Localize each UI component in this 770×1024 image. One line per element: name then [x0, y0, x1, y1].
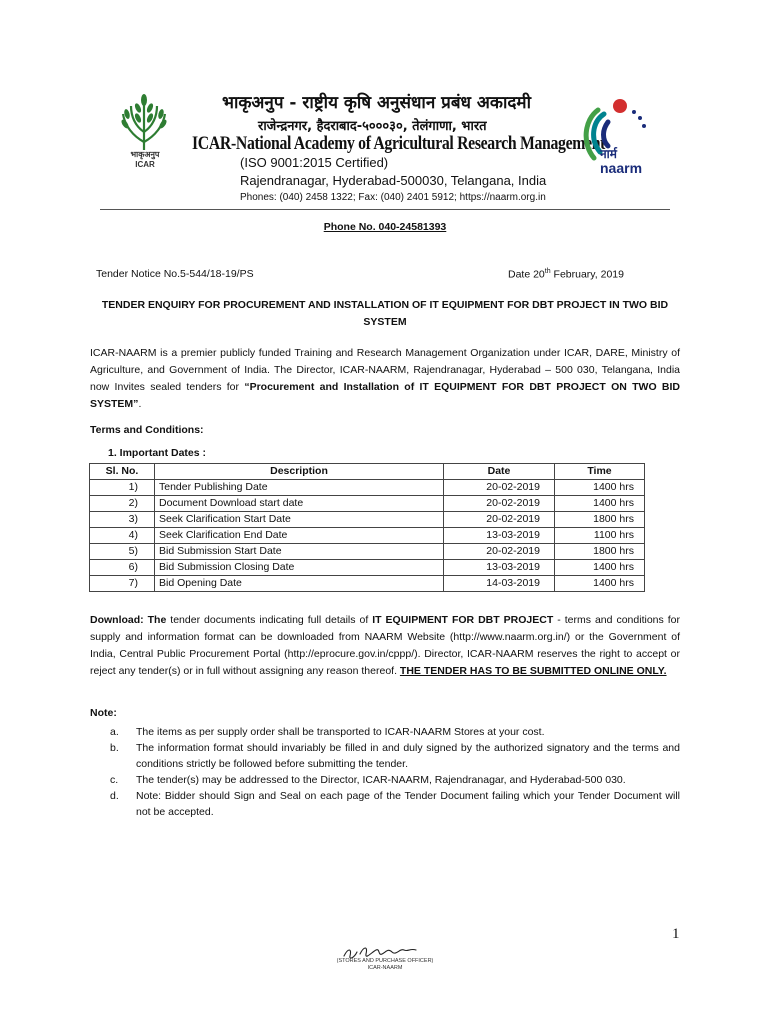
row-date: 20-02-2019 — [444, 496, 555, 512]
row-time: 1100 hrs — [555, 528, 645, 544]
row-description: Document Download start date — [155, 496, 444, 512]
date-superscript: th — [544, 268, 551, 275]
table-row — [90, 544, 645, 560]
column-header: Sl. No. — [90, 464, 155, 480]
column-header: Date — [444, 464, 555, 480]
column-header: Time — [555, 464, 645, 480]
terms-heading: Terms and Conditions: — [90, 424, 204, 436]
list-item-label: a. — [110, 726, 119, 738]
row-sl-no: 5) — [90, 544, 155, 560]
row-description: Bid Submission Start Date — [155, 544, 444, 560]
list-item-text: Note: Bidder should Sign and Seal on each page of the Tender Document failing which your Tender Document will not be accepted. — [136, 790, 680, 818]
row-date: 13-03-2019 — [444, 560, 555, 576]
download-text-2: - terms and conditions for supply and information format can be downloaded from NAARM Website (http://www.naarm.org.in/) or the Government of India, Central Public Procurement Portal (http://eprocure.gov.in/cppp/). Director, ICAR-NAARM reserves the right to accept or reject any tender(s) or in full without assigning any reason thereof. — [90, 614, 680, 677]
list-item — [90, 788, 680, 820]
row-sl-no: 6) — [90, 560, 155, 576]
address-english: Rajendranagar, Hyderabad-500030, Telangana, India — [240, 173, 547, 188]
download-paragraph — [90, 612, 680, 680]
tender-notice-date — [508, 268, 624, 281]
table-row — [90, 480, 645, 496]
date-prefix: Date 20 — [508, 268, 545, 281]
important-dates-table — [89, 463, 645, 592]
row-date: 13-03-2019 — [444, 528, 555, 544]
naarm-logo-caption — [600, 148, 660, 175]
row-sl-no: 2) — [90, 496, 155, 512]
row-description: Bid Opening Date — [155, 576, 444, 592]
row-time: 1400 hrs — [555, 560, 645, 576]
icar-logo-caption-hindi: भाकृअनुप — [130, 150, 160, 159]
row-sl-no: 4) — [90, 528, 155, 544]
column-header: Description — [155, 464, 444, 480]
row-sl-no: 7) — [90, 576, 155, 592]
intro-bold-text: “Procurement and Installation of IT EQUIPMENT FOR DBT PROJECT ON TWO BID SYSTEM” — [90, 381, 680, 410]
icar-logo-caption-english: ICAR — [135, 160, 155, 169]
download-text-1: tender documents indicating full details of — [166, 614, 373, 626]
row-description: Bid Submission Closing Date — [155, 560, 444, 576]
icar-logo-caption — [110, 150, 180, 170]
table-row — [90, 496, 645, 512]
row-description: Seek Clarification Start Date — [155, 512, 444, 528]
table-row — [90, 512, 645, 528]
letterhead-divider — [100, 209, 670, 210]
intro-end: . — [138, 398, 142, 410]
list-item — [90, 772, 680, 788]
signatory-organization: ICAR-NAARM — [367, 965, 403, 971]
important-dates-heading: 1. Important Dates : — [108, 447, 207, 459]
list-item — [90, 740, 680, 772]
row-time: 1400 hrs — [555, 480, 645, 496]
list-item-label: c. — [110, 774, 119, 786]
org-name-hindi: भाकृअनुप - राष्ट्रीय कृषि अनुसंधान प्रबंध अकादमी — [222, 93, 531, 113]
signatory-designation: (STORES AND PURCHASE OFFICER) — [336, 958, 434, 964]
note-heading: Note: — [90, 707, 117, 719]
download-label: Download: The — [90, 614, 167, 626]
intro-text: ICAR-NAARM is a premier publicly funded Training and Research Management Organization under ICAR, DARE, Ministry of Agriculture, and Government of India. The Director, ICAR-NAARM, Rajendranagar, Hyderabad – 500 030, Telangana, India now Invites sealed tenders for — [90, 347, 680, 393]
row-date: 20-02-2019 — [444, 512, 555, 528]
row-time: 1800 hrs — [555, 544, 645, 560]
row-time: 1800 hrs — [555, 512, 645, 528]
row-sl-no: 1) — [90, 480, 155, 496]
row-description: Tender Publishing Date — [155, 480, 444, 496]
online-submission-notice: THE TENDER HAS TO BE SUBMITTED ONLINE ONLY. — [399, 665, 667, 677]
address-hindi: राजेन्द्रनगर, हैदराबाद-५०००३०, तेलंगाणा, भारत — [258, 119, 487, 134]
row-date: 14-03-2019 — [444, 576, 555, 592]
row-time: 1400 hrs — [555, 576, 645, 592]
list-item-label: b. — [110, 742, 119, 754]
row-date: 20-02-2019 — [444, 480, 555, 496]
table-header-row — [90, 464, 645, 480]
intro-paragraph — [90, 345, 680, 413]
table-row — [90, 576, 645, 592]
row-description: Seek Clarification End Date — [155, 528, 444, 544]
contact-details: Phones: (040) 2458 1322; Fax: (040) 2401 5912; https://naarm.org.in — [240, 192, 546, 203]
tender-notice-number: Tender Notice No.5-544/18-19/PS — [96, 268, 254, 280]
naarm-logo-caption-hindi: नार्म — [600, 147, 617, 161]
list-item-text: The items as per supply order shall be transported to ICAR-NAARM Stores at your cost. — [136, 726, 545, 738]
table-row — [90, 528, 645, 544]
list-item-text: The tender(s) may be addressed to the Director, ICAR-NAARM, Rajendranagar, and Hyderabad-500 030. — [136, 774, 626, 786]
row-time: 1400 hrs — [555, 496, 645, 512]
letterhead — [0, 0, 770, 215]
list-item — [90, 724, 680, 740]
list-item-label: d. — [110, 790, 119, 802]
date-suffix: February, 2019 — [550, 268, 624, 281]
row-date: 20-02-2019 — [444, 544, 555, 560]
download-bold-text: IT EQUIPMENT FOR DBT PROJECT — [372, 614, 554, 626]
page-number: 1 — [672, 926, 680, 942]
list-item-text: The information format should invariably be filled in and duly signed by the authorized signatory and the terms and conditions strictly be followed before submitting the tender. — [136, 742, 680, 770]
row-sl-no: 3) — [90, 512, 155, 528]
signatory-caption — [300, 958, 470, 972]
phone-number: Phone No. 040-24581393 — [323, 221, 447, 233]
org-name-english: ICAR-National Academy of Agricultural Research Management — [192, 133, 606, 154]
note-list — [90, 724, 680, 820]
tender-title: TENDER ENQUIRY FOR PROCUREMENT AND INSTALLATION OF IT EQUIPMENT FOR DBT PROJECT IN TWO BID SYSTEM — [101, 299, 669, 328]
naarm-logo-caption-english: naarm — [600, 160, 643, 176]
iso-certification: (ISO 9001:2015 Certified) — [240, 155, 389, 170]
table-row — [90, 560, 645, 576]
